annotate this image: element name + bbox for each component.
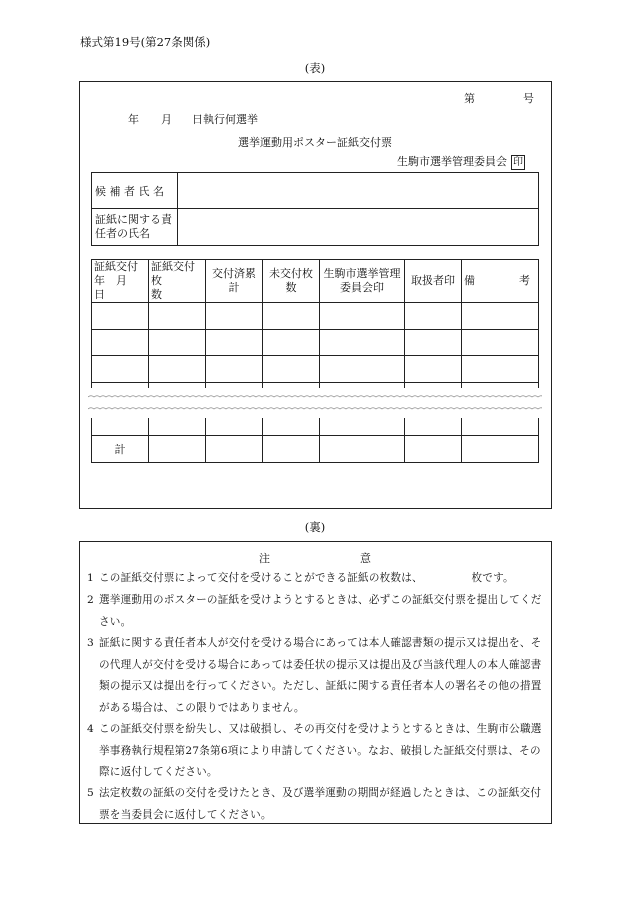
candidate-name-field[interactable] [178,173,539,209]
col-remaining: 未交付枚数 [263,260,320,303]
notes-heading-2: 意 [360,552,371,565]
responsible-person-field[interactable] [178,209,539,246]
number-prefix: 第 [464,92,475,105]
table-row [92,303,539,330]
note-text: この証紙交付票によって交付を受けることができる証紙の枚数は、 枚です。 [99,572,514,584]
ledger-header-row [92,260,539,303]
note-item [87,719,545,784]
note-text: この証紙交付票を紛失し、又は破損し、その再交付を受けようとするときは、生駒市公職選挙事務執行規程第27条第6項により申請してください。なお、破損した証紙交付票は、その際に返付してください。 [99,723,542,778]
candidate-name-label: 候 補 者 氏 名 [92,173,178,209]
total-row [92,435,539,462]
note-text: 法定枚数の証紙の交付を受けたとき、及び選挙運動の期間が経過したときは、この証紙交付票を当委員会に返付してください。 [99,787,542,821]
note-number: 2 [87,594,94,606]
responsible-person-label: 証紙に関する責任者の氏名 [92,209,178,246]
issuance-ledger-table [91,259,539,463]
col-cumulative: 交付済累計 [206,260,263,303]
table-row [92,356,539,383]
election-date [128,111,258,127]
election-year: 年 [128,113,139,126]
table-row [92,209,539,246]
col-handler-seal: 取扱者印 [405,260,462,303]
col-remarks: 備 考 [462,260,539,303]
omission-wave-mark [88,388,542,418]
seal-mark: 印 [513,157,523,168]
issuer-name: 生駒市選挙管理委員会 [397,155,507,168]
back-side-label: (裏) [304,520,326,534]
number-suffix: 号 [523,92,534,105]
note-number: 5 [87,787,94,799]
total-label: 計 [92,435,149,462]
note-item [87,633,545,719]
election-month: 月 [161,113,172,126]
note-text: 選挙運動用のポスターの証紙を受けようとするときは、必ずこの証紙交付票を提出してください。 [99,594,542,628]
note-item [87,783,545,826]
note-number: 1 [87,572,94,584]
table-row [92,329,539,356]
front-side-label: (表) [304,61,326,75]
col-issue-date: 証紙交付年 月 日 [92,260,149,303]
election-name: 日執行何選挙 [192,113,258,126]
notes-heading-1: 注 [259,552,270,565]
issuer [397,153,525,170]
candidate-info-table [91,172,539,246]
note-item [87,590,545,633]
note-number: 3 [87,637,94,649]
form-title: 選挙運動用ポスター証紙交付票 [238,136,392,149]
col-committee-seal: 生駒市選挙管理委員会印 [320,260,405,303]
note-number: 4 [87,723,94,735]
note-text: 証紙に関する責任者本人が交付を受ける場合にあっては本人確認書類の提示又は提出を、その代理人が交付を受ける場合にあっては委任状の提示又は提出及び当該代理人の本人確認書類の提示又は提出を行ってください。ただし、証紙に関する責任者本人の署名その他の措置がある場合は、この限りではありません。 [99,637,542,714]
note-item [87,568,545,590]
form-number: 様式第19号(第27条関係) [80,35,211,49]
notes-heading [0,550,630,566]
col-issue-count: 証紙交付枚 数 [149,260,206,303]
ticket-number [464,90,534,106]
table-row [92,173,539,209]
